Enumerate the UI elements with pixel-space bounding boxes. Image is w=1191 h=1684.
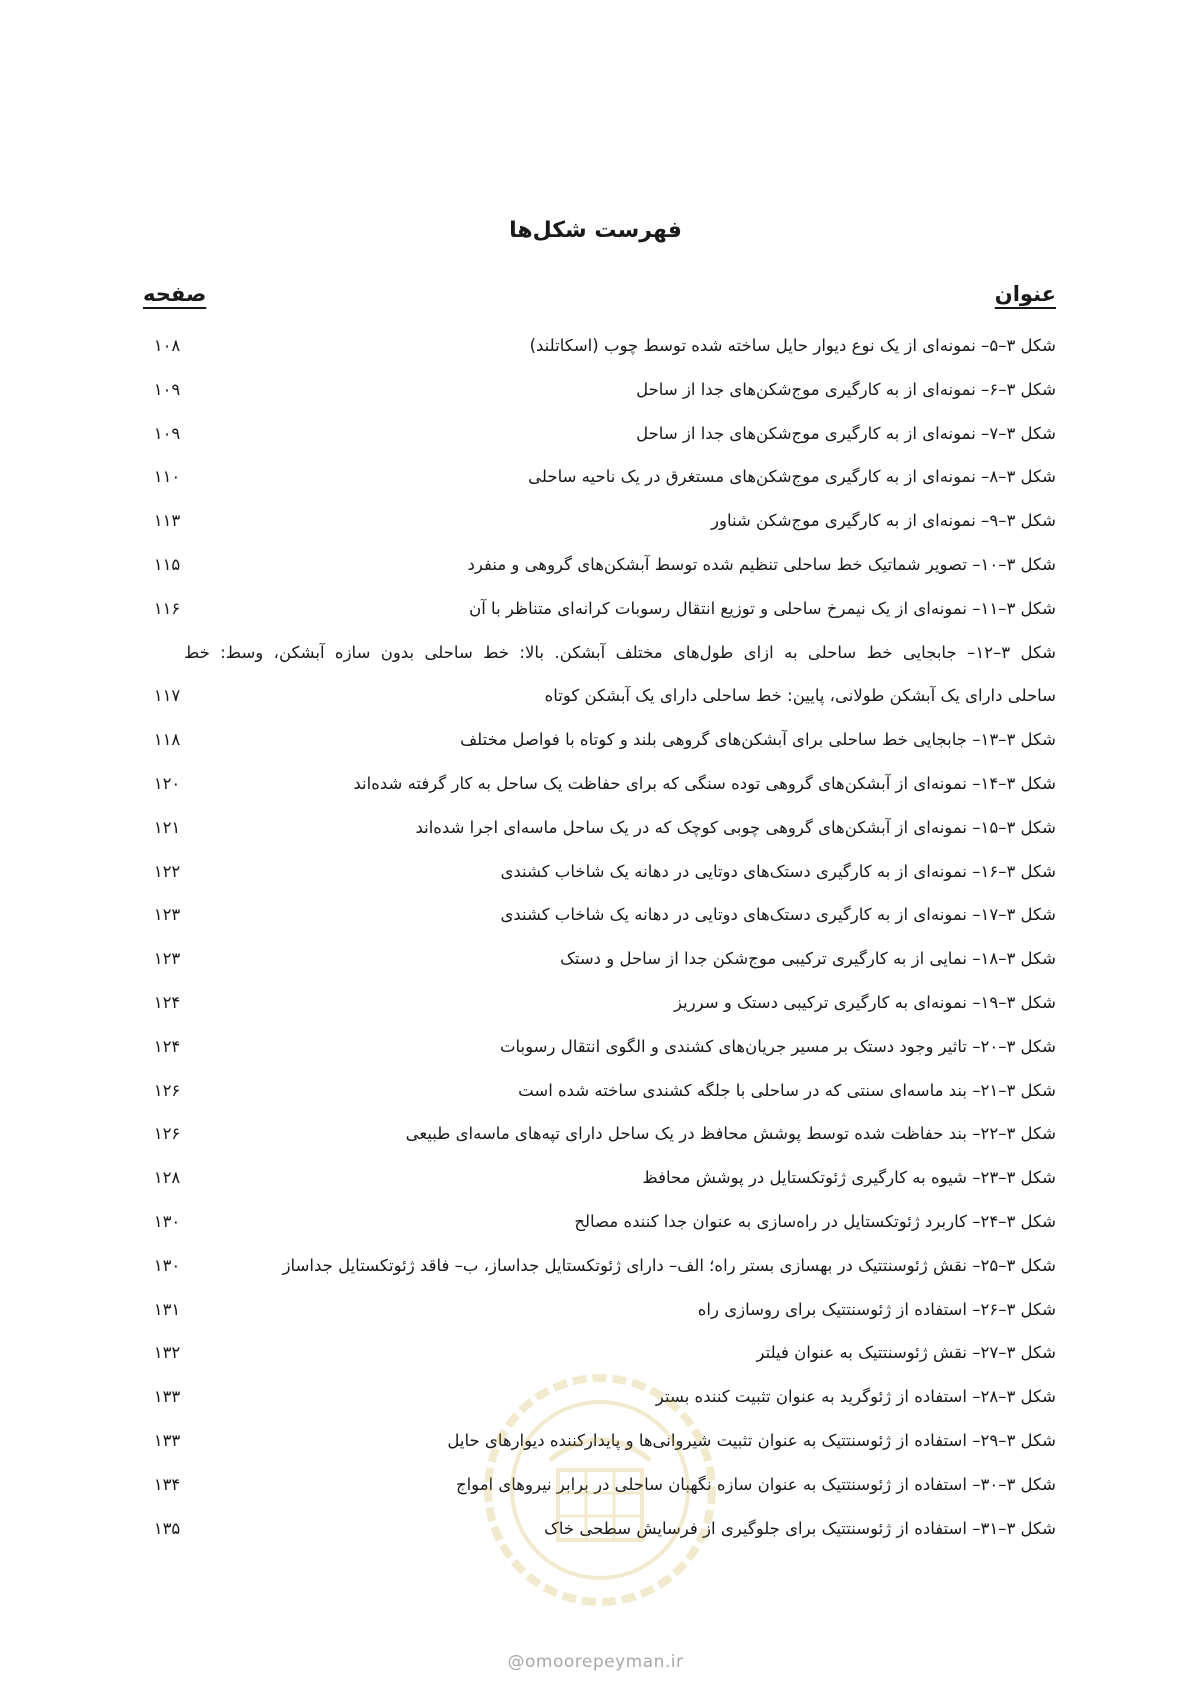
- toc-row: [143, 1156, 1056, 1200]
- page-column-header: صفحه: [143, 282, 207, 306]
- figure-caption: شکل ۳–۲۱– بند ماسه‌ای سنتی که در ساحلی با جلگه کشندی ساخته شده است: [518, 1080, 1056, 1100]
- page-number: ۱۳۰: [153, 1211, 181, 1231]
- toc-row: [143, 368, 1056, 412]
- toc-row: [143, 981, 1056, 1025]
- page-number: ۱۲۲: [153, 861, 181, 881]
- figure-caption: شکل ۳–۱۱– نمونه‌ای از یک نیمرخ ساحلی و توزیع انتقال رسوبات کرانه‌ای متناظر با آن: [469, 598, 1056, 618]
- toc-row: [143, 1025, 1056, 1069]
- figure-caption: شکل ۳–۲۹– استفاده از ژئوسنتتیک به عنوان تثبیت شیروانی‌ها و پایدارکننده دیوارهای حایل: [447, 1430, 1056, 1450]
- page-number: ۱۱۰: [153, 467, 181, 487]
- seal-watermark-icon: [480, 1370, 720, 1610]
- page-number: ۱۲۱: [153, 817, 181, 837]
- toc-row: [143, 543, 1056, 587]
- figure-caption: شکل ۳–۲۵– نقش ژئوسنتتیک در بهسازی بستر راه؛ الف– دارای ژئوتکستایل جداساز، ب– فاقد ژئوتکستایل جداساز: [282, 1255, 1056, 1275]
- page-number: ۱۳۲: [153, 1343, 181, 1363]
- page-number: ۱۱۶: [153, 598, 181, 618]
- toc-row: [143, 499, 1056, 543]
- figure-caption: شکل ۳–۱۳– جابجایی خط ساحلی برای آبشکن‌های گروهی بلند و کوتاه با فواصل مختلف: [460, 730, 1056, 750]
- toc-row: [143, 937, 1056, 981]
- page-number: ۱۲۳: [153, 949, 181, 969]
- figure-caption: شکل ۳–۱۲– جابجایی خط ساحلی به ازای طول‌های مختلف آبشکن. بالا: خط ساحلی بدون سازه آبشکن، وسط: خط: [184, 642, 1056, 662]
- figure-caption: ساحلی دارای یک آبشکن طولانی، پایین: خط ساحلی دارای یک آبشکن کوتاه: [544, 686, 1056, 706]
- figure-caption: شکل ۳–۶– نمونه‌ای از به کارگیری موج‌شکن‌های جدا از ساحل: [636, 379, 1056, 399]
- page-number: ۱۳۴: [153, 1474, 181, 1494]
- toc-row: [143, 631, 1056, 675]
- footer-website: @omoorepeyman.ir: [507, 1652, 684, 1672]
- toc-row: [143, 455, 1056, 499]
- page-number: ۱۲۸: [153, 1168, 181, 1188]
- page-number: ۱۲۰: [153, 773, 181, 793]
- page-number: ۱۲۴: [153, 992, 181, 1012]
- toc-row: [143, 1069, 1056, 1113]
- figure-caption: شکل ۳–۳۰– استفاده از ژئوسنتتیک به عنوان سازه نگهبان ساحلی در برابر نیروهای امواج: [455, 1474, 1056, 1494]
- page-number: ۱۰۸: [153, 336, 181, 355]
- figure-caption: شکل ۳–۱۵– نمونه‌ای از آبشکن‌های گروهی چوبی کوچک که در یک ساحل ماسه‌ای اجرا شده‌اند: [415, 817, 1056, 837]
- toc-row: [143, 1244, 1056, 1288]
- toc-row: [143, 587, 1056, 631]
- toc-row: [143, 806, 1056, 850]
- figure-caption: شکل ۳–۲۴– کاربرد ژئوتکستایل در راه‌سازی به عنوان جدا کننده مصالح: [574, 1211, 1056, 1231]
- figure-caption: شکل ۳–۲۰– تاثیر وجود دستک بر مسیر جریان‌های کشندی و الگوی انتقال رسوبات: [499, 1036, 1056, 1056]
- figure-caption: شکل ۳–۱۹– نمونه‌ای به کارگیری ترکیبی دستک و سرریز: [674, 992, 1056, 1012]
- page-title: فهرست شکل‌ها: [509, 218, 682, 243]
- toc-row: [143, 893, 1056, 937]
- figure-caption: شکل ۳–۱۰– تصویر شماتیک خط ساحلی تنظیم شده توسط آبشکن‌های گروهی و منفرد: [467, 554, 1056, 574]
- figure-caption: شکل ۳–۹– نمونه‌ای از به کارگیری موج‌شکن شناور: [711, 511, 1056, 531]
- page-number: ۱۲۶: [153, 1080, 181, 1100]
- figure-caption: شکل ۳–۲۷– نقش ژئوسنتتیک به عنوان فیلتر: [756, 1343, 1056, 1363]
- figure-caption: شکل ۳–۵– نمونه‌ای از یک نوع دیوار حایل ساخته شده توسط چوب (اسکاتلند): [529, 336, 1056, 355]
- figure-caption: شکل ۳–۲۲– بند حفاظت شده توسط پوشش محافظ در یک ساحل دارای تپه‌های ماسه‌ای طبیعی: [405, 1124, 1056, 1144]
- toc-row: [143, 850, 1056, 894]
- toc-row: [143, 1331, 1056, 1375]
- title-column-header: عنوان: [994, 282, 1056, 306]
- toc-row: [143, 412, 1056, 456]
- figure-caption: شکل ۳–۸– نمونه‌ای از به کارگیری موج‌شکن‌های مستغرق در یک ناحیه ساحلی: [528, 467, 1056, 487]
- page-number: ۱۱۵: [153, 554, 181, 574]
- page-number: ۱۱۸: [153, 730, 181, 750]
- figure-caption: شکل ۳–۲۶– استفاده از ژئوسنتتیک برای روسازی راه: [697, 1299, 1056, 1319]
- page-number: ۱۲۴: [153, 1036, 181, 1056]
- page-number: ۱۲۳: [153, 905, 181, 925]
- toc-row: [143, 1200, 1056, 1244]
- toc-row: [143, 718, 1056, 762]
- figure-caption: شکل ۳–۱۷– نمونه‌ای از به کارگیری دستک‌های دوتایی در دهانه یک شاخاب کشندی: [500, 905, 1056, 925]
- page-number: ۱۱۷: [153, 686, 181, 706]
- page-number: ۱۳۰: [153, 1255, 181, 1275]
- figure-caption: شکل ۳–۷– نمونه‌ای از به کارگیری موج‌شکن‌های جدا از ساحل: [636, 423, 1056, 443]
- figure-caption: شکل ۳–۱۴– نمونه‌ای از آبشکن‌های گروهی توده سنگی که برای حفاظت یک ساحل به کار گرفته شده‌اند: [353, 773, 1056, 793]
- page-number: ۱۲۶: [153, 1124, 181, 1144]
- figure-caption: شکل ۳–۳۱– استفاده از ژئوسنتتیک برای جلوگیری از فرسایش سطحی خاک: [544, 1518, 1056, 1538]
- figures-list: [143, 324, 1056, 1550]
- toc-row: [143, 1288, 1056, 1332]
- toc-row: [143, 674, 1056, 718]
- page-number: ۱۰۹: [153, 423, 181, 443]
- toc-row: [143, 1112, 1056, 1156]
- page-number: ۱۳۳: [153, 1387, 181, 1407]
- figure-caption: شکل ۳–۲۳– شیوه به کارگیری ژئوتکستایل در پوشش محافظ: [642, 1168, 1056, 1188]
- page-number: ۱۳۱: [153, 1299, 181, 1319]
- toc-row: [143, 324, 1056, 368]
- figure-caption: شکل ۳–۱۶– نمونه‌ای از به کارگیری دستک‌های دوتایی در دهانه یک شاخاب کشندی: [500, 861, 1056, 881]
- figure-caption: شکل ۳–۱۸– نمایی از به کارگیری ترکیبی موج‌شکن جدا از ساحل و دستک: [560, 949, 1056, 969]
- page-number: ۱۱۳: [153, 511, 181, 531]
- page-number: ۱۳۵: [153, 1518, 181, 1538]
- toc-row: [143, 762, 1056, 806]
- page-number: ۱۳۳: [153, 1430, 181, 1450]
- page-number: ۱۰۹: [153, 379, 181, 399]
- figure-caption: شکل ۳–۲۸– استفاده از ژئوگرید به عنوان تثبیت کننده بستر: [655, 1387, 1056, 1407]
